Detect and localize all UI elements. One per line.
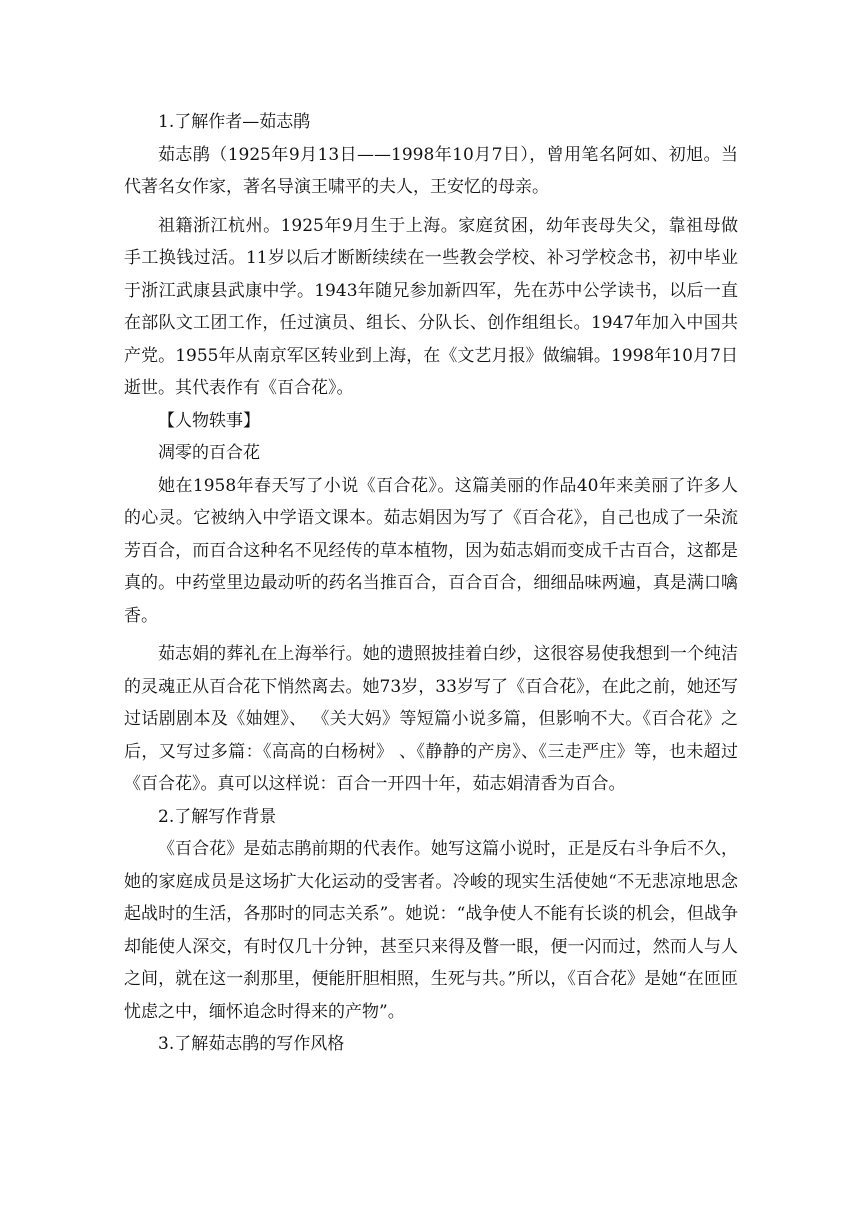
section-heading-background: 2.了解写作背景 bbox=[158, 806, 277, 827]
paragraph-author-biography: 祖籍浙江杭州。1925年9月生于上海。家庭贫困，幼年丧母失父，靠祖母做手工换钱过活。11岁以后才断断续续在一些教会学校、补习学校念书，初中毕业于浙江武康县武康中学。1943年随兄参加新四军，先在苏中公学读书，以后一直在部队文工团工作，任过演员、组长、分队长、创作组组长。1947年加入中国共产党。1955年从南京军区转业到上海，在《文艺月报》做编辑。1998年10月7日逝世。其代表作有《百合花》。 bbox=[124, 215, 738, 398]
paragraph-anecdote-1: 她在1958年春天写了小说《百合花》。这篇美丽的作品40年来美丽了许多人的心灵。它被纳入中学语文课本。茹志娟因为写了《百合花》，自己也成了一朵流芳百合，而百合这种名不见经传的草本植物，因为茹志娟而变成千古百合，这都是真的。中药堂里边最动听的药名当推百合，百合百合，细细品味两遍，真是满口噙香。 bbox=[124, 475, 738, 626]
document-page bbox=[124, 106, 738, 1061]
section-heading-style: 3.了解茹志鹃的写作风格 bbox=[158, 1034, 345, 1054]
paragraph-anecdote-2: 茹志娟的葬礼在上海举行。她的遗照披挂着白纱，这很容易使我想到一个纯洁的灵魂正从百合花下悄然离去。她73岁，33岁写了《百合花》，在此之前，她还写过话剧剧本及《妯娌》、 《关大妈》等短篇小说多篇，但影响不大。《百合花》之后，又写过多篇：《高高的白杨树》 、《静静的产房》、《三走严庄》等，也未超过《百合花》。真可以这样说：百合一开四十年，茹志娟清香为百合。 bbox=[124, 644, 738, 794]
section-heading-anecdote: 【人物轶事】 bbox=[158, 410, 260, 431]
section-heading-author: 1.了解作者—茹志鹃 bbox=[158, 112, 311, 132]
anecdote-title: 凋零的百合花 bbox=[158, 443, 260, 463]
paragraph-author-intro: 茹志鹃（1925年9月13日——1998年10月7日），曾用笔名阿如、初旭。当代著名女作家，著名导演王啸平的夫人，王安忆的母亲。 bbox=[124, 144, 738, 197]
paragraph-background: 《百合花》是茹志鹃前期的代表作。她写这篇小说时，正是反右斗争后不久，她的家庭成员是这场扩大化运动的受害者。冷峻的现实生活使她“不无悲凉地思念起战时的生活，各那时的同志关系”。她说：“战争使人不能有长谈的机会，但战争却能使人深交，有时仅几十分钟，甚至只来得及瞥一眼，便一闪而过，然而人与人之间，就在这一刹那里，便能肝胆相照，生死与共。”所以，《百合花》是她“在匝匝忧虑之中，缅怀追念时得来的产物”。 bbox=[124, 839, 738, 1022]
